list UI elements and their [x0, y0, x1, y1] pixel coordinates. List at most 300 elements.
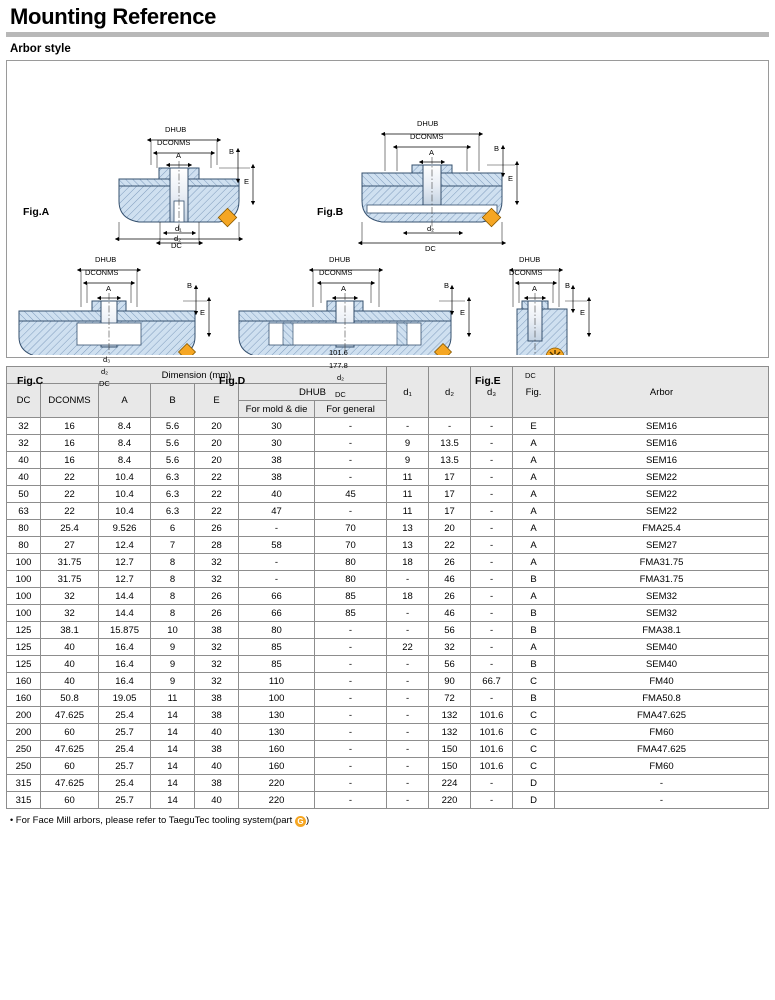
- cell-dc: 32: [7, 418, 41, 435]
- cell-fig: A: [513, 554, 555, 571]
- cell-dhub-general: -: [315, 469, 387, 486]
- cell-fig: D: [513, 775, 555, 792]
- cell-b: 6.3: [151, 469, 195, 486]
- cell-b: 14: [151, 792, 195, 809]
- cell-dc: 100: [7, 605, 41, 622]
- cell-d1: -: [387, 571, 429, 588]
- cell-d2: 72: [429, 690, 471, 707]
- cell-dc: 125: [7, 622, 41, 639]
- cell-dhub-general: 80: [315, 571, 387, 588]
- cell-d2: 20: [429, 520, 471, 537]
- cell-b: 11: [151, 690, 195, 707]
- cell-dc: 315: [7, 792, 41, 809]
- cell-fig: B: [513, 571, 555, 588]
- cell-dhub-general: -: [315, 707, 387, 724]
- cell-fig: A: [513, 639, 555, 656]
- cell-a: 25.4: [99, 707, 151, 724]
- cell-e: 20: [195, 435, 239, 452]
- cell-dc: 250: [7, 758, 41, 775]
- cell-dhub-general: -: [315, 724, 387, 741]
- cell-e: 20: [195, 418, 239, 435]
- cell-dc: 125: [7, 656, 41, 673]
- cell-d1: 18: [387, 554, 429, 571]
- cell-a: 16.4: [99, 656, 151, 673]
- cell-dhub-mold: 110: [239, 673, 315, 690]
- cell-b: 5.6: [151, 452, 195, 469]
- cell-dconms: 22: [41, 486, 99, 503]
- cell-dc: 50: [7, 486, 41, 503]
- cell-d1: -: [387, 792, 429, 809]
- table-row: [7, 537, 769, 554]
- cell-dhub-mold: 85: [239, 656, 315, 673]
- cell-fig: B: [513, 622, 555, 639]
- figure-label-e: Fig.E: [475, 375, 501, 387]
- cell-arbor: FM60: [555, 724, 769, 741]
- cell-d2: 220: [429, 792, 471, 809]
- header-d2: d₂: [429, 367, 471, 418]
- cell-d2: 46: [429, 571, 471, 588]
- cell-dhub-general: -: [315, 792, 387, 809]
- cell-dhub-general: -: [315, 503, 387, 520]
- cell-d2: 32: [429, 639, 471, 656]
- cell-d1: -: [387, 673, 429, 690]
- cell-arbor: SEM27: [555, 537, 769, 554]
- cell-a: 12.7: [99, 571, 151, 588]
- cell-e: 38: [195, 622, 239, 639]
- cell-dhub-mold: 38: [239, 469, 315, 486]
- cell-dconms: 22: [41, 503, 99, 520]
- cell-fig: E: [513, 418, 555, 435]
- cell-d1: -: [387, 690, 429, 707]
- header-dconms: DCONMS: [41, 384, 99, 418]
- cell-dc: 125: [7, 639, 41, 656]
- cell-d3: -: [471, 571, 513, 588]
- cell-dhub-general: -: [315, 639, 387, 656]
- cell-dconms: 16: [41, 435, 99, 452]
- arbor-figures-svg: [7, 61, 768, 355]
- cell-d3: -: [471, 537, 513, 554]
- cell-e: 40: [195, 724, 239, 741]
- cell-dhub-mold: 130: [239, 707, 315, 724]
- cell-d1: -: [387, 775, 429, 792]
- cell-arbor: FMA31.75: [555, 571, 769, 588]
- cell-e: 38: [195, 741, 239, 758]
- fig-a-d2-label: d₂: [174, 234, 182, 243]
- cell-a: 16.4: [99, 673, 151, 690]
- cell-e: 22: [195, 486, 239, 503]
- cell-dhub-mold: 85: [239, 639, 315, 656]
- table-head: [7, 367, 769, 418]
- cell-dc: 200: [7, 707, 41, 724]
- cell-dhub-mold: 80: [239, 622, 315, 639]
- cell-fig: A: [513, 486, 555, 503]
- cell-b: 8: [151, 588, 195, 605]
- cell-dhub-general: -: [315, 673, 387, 690]
- cell-dconms: 38.1: [41, 622, 99, 639]
- cell-dconms: 60: [41, 792, 99, 809]
- cell-fig: C: [513, 707, 555, 724]
- cell-d1: 13: [387, 520, 429, 537]
- cell-a: 14.4: [99, 588, 151, 605]
- cell-dc: 100: [7, 588, 41, 605]
- cell-dhub-general: 70: [315, 537, 387, 554]
- cell-d1: 9: [387, 435, 429, 452]
- cell-d2: 13.5: [429, 435, 471, 452]
- cell-fig: A: [513, 469, 555, 486]
- fig-d-101-label: 101.6: [329, 348, 348, 357]
- cell-dhub-general: 45: [315, 486, 387, 503]
- cell-e: 22: [195, 469, 239, 486]
- cell-dhub-general: 80: [315, 554, 387, 571]
- cell-dhub-general: -: [315, 622, 387, 639]
- cell-e: 38: [195, 707, 239, 724]
- cell-fig: A: [513, 435, 555, 452]
- figure-label-b: Fig.B: [317, 206, 344, 218]
- cell-b: 14: [151, 758, 195, 775]
- cell-dhub-mold: 47: [239, 503, 315, 520]
- cell-a: 12.4: [99, 537, 151, 554]
- fig-d-d2-label: d₂: [337, 373, 345, 382]
- cell-d3: -: [471, 639, 513, 656]
- cell-e: 32: [195, 554, 239, 571]
- cell-dhub-general: 70: [315, 520, 387, 537]
- cell-d2: 56: [429, 656, 471, 673]
- cell-dhub-general: -: [315, 690, 387, 707]
- cell-e: 22: [195, 503, 239, 520]
- cell-arbor: -: [555, 775, 769, 792]
- cell-e: 26: [195, 605, 239, 622]
- fig-a-dc-label: DC: [171, 241, 182, 250]
- cell-d3: -: [471, 452, 513, 469]
- part-g-badge: G: [295, 816, 306, 827]
- cell-dhub-mold: -: [239, 571, 315, 588]
- cell-dconms: 31.75: [41, 554, 99, 571]
- cell-fig: A: [513, 537, 555, 554]
- footnote-text-before: For Face Mill arbors, please refer to TaeguTec tooling system(part: [13, 815, 295, 826]
- cell-b: 9: [151, 673, 195, 690]
- cell-dconms: 31.75: [41, 571, 99, 588]
- cell-b: 9: [151, 639, 195, 656]
- cell-arbor: SEM16: [555, 418, 769, 435]
- cell-a: 8.4: [99, 452, 151, 469]
- cell-a: 8.4: [99, 418, 151, 435]
- cell-dc: 80: [7, 537, 41, 554]
- footnote-text-after: ): [305, 815, 310, 826]
- table-row: [7, 792, 769, 809]
- cell-a: 15.875: [99, 622, 151, 639]
- table-row: [7, 639, 769, 656]
- cell-e: 32: [195, 571, 239, 588]
- fig-c-dc-label: DC: [99, 379, 110, 388]
- cell-dhub-general: -: [315, 775, 387, 792]
- cell-arbor: SEM40: [555, 639, 769, 656]
- cell-d3: -: [471, 503, 513, 520]
- cell-dhub-general: -: [315, 758, 387, 775]
- cell-d3: -: [471, 656, 513, 673]
- cell-d1: -: [387, 656, 429, 673]
- cell-dc: 63: [7, 503, 41, 520]
- cell-d3: -: [471, 605, 513, 622]
- cell-arbor: SEM16: [555, 435, 769, 452]
- cell-dc: 315: [7, 775, 41, 792]
- cell-b: 8: [151, 605, 195, 622]
- cell-dhub-mold: -: [239, 554, 315, 571]
- header-for-general: For general: [315, 401, 387, 418]
- table-row: [7, 690, 769, 707]
- cell-d2: 132: [429, 724, 471, 741]
- cell-b: 14: [151, 775, 195, 792]
- cell-arbor: FMA47.625: [555, 741, 769, 758]
- cell-d3: -: [471, 690, 513, 707]
- fig-e-dc-label: DC: [525, 371, 536, 380]
- cell-arbor: SEM22: [555, 503, 769, 520]
- fig-c-b-label: B: [187, 281, 193, 290]
- cell-fig: B: [513, 605, 555, 622]
- cell-arbor: SEM22: [555, 469, 769, 486]
- fig-d-dc-label: DC: [335, 390, 346, 399]
- cell-d2: 26: [429, 588, 471, 605]
- cell-d2: 224: [429, 775, 471, 792]
- fig-b-b-label: B: [494, 144, 500, 153]
- fig-c-d3-label: d₃: [103, 355, 111, 364]
- table-row: [7, 724, 769, 741]
- cell-arbor: SEM40: [555, 656, 769, 673]
- cell-a: 25.4: [99, 775, 151, 792]
- cell-d2: 17: [429, 503, 471, 520]
- header-d3: d₃: [471, 367, 513, 418]
- header-dhub: DHUB: [239, 384, 387, 401]
- table-row: [7, 435, 769, 452]
- cell-d2: -: [429, 418, 471, 435]
- table-row: [7, 673, 769, 690]
- cell-b: 14: [151, 724, 195, 741]
- cell-d2: 56: [429, 622, 471, 639]
- cell-fig: B: [513, 656, 555, 673]
- fig-a-b-label: B: [229, 147, 235, 156]
- dimension-table: [6, 366, 769, 809]
- page-subtitle: Arbor style: [10, 43, 71, 55]
- cell-a: 25.7: [99, 724, 151, 741]
- title-divider: [6, 32, 769, 37]
- cell-dc: 160: [7, 690, 41, 707]
- fig-d-177-label: 177.8: [329, 361, 348, 370]
- cell-fig: B: [513, 690, 555, 707]
- cell-dconms: 40: [41, 656, 99, 673]
- cell-b: 14: [151, 707, 195, 724]
- fig-c-dconms-label: DCONMS: [85, 268, 119, 277]
- table-row: [7, 469, 769, 486]
- fig-d-a-label: A: [341, 284, 347, 293]
- fig-c-a-label: A: [106, 284, 112, 293]
- cell-dc: 100: [7, 554, 41, 571]
- cell-fig: C: [513, 758, 555, 775]
- table-row: [7, 418, 769, 435]
- cell-a: 10.4: [99, 486, 151, 503]
- cell-d3: -: [471, 486, 513, 503]
- fig-c-d2-label: d₂: [101, 367, 109, 376]
- cell-d2: 90: [429, 673, 471, 690]
- fig-b-dc-label: DC: [425, 244, 436, 253]
- fig-e-e-label: E: [580, 308, 586, 317]
- header-dimension-mm: Dimension (mm): [7, 367, 387, 384]
- cell-d1: -: [387, 758, 429, 775]
- cell-dc: 200: [7, 724, 41, 741]
- header-d1: d₁: [387, 367, 429, 418]
- figure-label-d: Fig.D: [219, 375, 246, 387]
- cell-e: 32: [195, 656, 239, 673]
- cell-arbor: SEM22: [555, 486, 769, 503]
- cell-dhub-mold: 160: [239, 741, 315, 758]
- fig-e-dconms-label: DCONMS: [509, 268, 543, 277]
- fig-d-e-label: E: [460, 308, 466, 317]
- cell-dc: 40: [7, 469, 41, 486]
- cell-arbor: FMA31.75: [555, 554, 769, 571]
- cell-dconms: 47.625: [41, 741, 99, 758]
- cell-dhub-mold: 58: [239, 537, 315, 554]
- cell-d1: -: [387, 741, 429, 758]
- cell-d3: 66.7: [471, 673, 513, 690]
- cell-e: 40: [195, 792, 239, 809]
- cell-d2: 150: [429, 741, 471, 758]
- cell-a: 14.4: [99, 605, 151, 622]
- cell-d1: -: [387, 622, 429, 639]
- table-row: [7, 554, 769, 571]
- cell-d1: -: [387, 707, 429, 724]
- cell-dhub-mold: 40: [239, 486, 315, 503]
- cell-d2: 26: [429, 554, 471, 571]
- cell-dhub-mold: -: [239, 520, 315, 537]
- cell-dconms: 40: [41, 673, 99, 690]
- cell-e: 20: [195, 452, 239, 469]
- cell-d3: -: [471, 588, 513, 605]
- cell-d1: -: [387, 418, 429, 435]
- table-row: [7, 622, 769, 639]
- cell-dc: 100: [7, 571, 41, 588]
- cell-dconms: 50.8: [41, 690, 99, 707]
- table-row: [7, 520, 769, 537]
- cell-arbor: FM40: [555, 673, 769, 690]
- cell-arbor: FMA47.625: [555, 707, 769, 724]
- cell-dhub-mold: 30: [239, 418, 315, 435]
- cell-d1: 11: [387, 503, 429, 520]
- cell-dhub-general: 85: [315, 605, 387, 622]
- cell-fig: C: [513, 724, 555, 741]
- cell-b: 6.3: [151, 503, 195, 520]
- cell-d3: 101.6: [471, 758, 513, 775]
- cell-e: 26: [195, 588, 239, 605]
- cell-e: 32: [195, 673, 239, 690]
- cell-arbor: SEM32: [555, 605, 769, 622]
- fig-e-a-label: A: [532, 284, 538, 293]
- cell-a: 25.7: [99, 792, 151, 809]
- figure-d: [239, 270, 469, 355]
- cell-arbor: SEM16: [555, 452, 769, 469]
- cell-arbor: FM60: [555, 758, 769, 775]
- cell-e: 38: [195, 775, 239, 792]
- cell-d3: -: [471, 435, 513, 452]
- table-row: [7, 452, 769, 469]
- cell-a: 8.4: [99, 435, 151, 452]
- cell-d1: 13: [387, 537, 429, 554]
- cell-dconms: 60: [41, 758, 99, 775]
- cell-a: 25.7: [99, 758, 151, 775]
- fig-d-dconms-label: DCONMS: [319, 268, 353, 277]
- table-row: [7, 486, 769, 503]
- cell-d1: -: [387, 605, 429, 622]
- cell-a: 10.4: [99, 469, 151, 486]
- cell-arbor: FMA38.1: [555, 622, 769, 639]
- cell-d1: 22: [387, 639, 429, 656]
- header-a: A: [99, 384, 151, 418]
- cell-dconms: 32: [41, 588, 99, 605]
- cell-d2: 46: [429, 605, 471, 622]
- cell-dconms: 27: [41, 537, 99, 554]
- cell-d3: -: [471, 775, 513, 792]
- cell-b: 8: [151, 571, 195, 588]
- cell-dhub-general: -: [315, 435, 387, 452]
- table-group-header-row: [7, 367, 769, 384]
- cell-b: 7: [151, 537, 195, 554]
- cell-dhub-mold: 66: [239, 605, 315, 622]
- fig-a-dconms-label: DCONMS: [157, 138, 191, 147]
- cell-d2: 150: [429, 758, 471, 775]
- cell-dhub-general: -: [315, 418, 387, 435]
- figure-e: [513, 270, 589, 355]
- cell-e: 26: [195, 520, 239, 537]
- figure-label-a: Fig.A: [23, 206, 50, 218]
- cell-d3: -: [471, 554, 513, 571]
- cell-b: 5.6: [151, 435, 195, 452]
- cell-d3: -: [471, 469, 513, 486]
- footnote: [6, 815, 769, 827]
- fig-d-b-label: B: [444, 281, 450, 290]
- cell-dc: 40: [7, 452, 41, 469]
- cell-dconms: 16: [41, 452, 99, 469]
- fig-c-dhub-label: DHUB: [95, 255, 117, 264]
- cell-d2: 17: [429, 486, 471, 503]
- fig-a-d1-label: d₁: [175, 224, 182, 233]
- cell-dhub-mold: 130: [239, 724, 315, 741]
- cell-fig: D: [513, 792, 555, 809]
- cell-dhub-mold: 220: [239, 775, 315, 792]
- header-arbor: Arbor: [555, 367, 769, 418]
- cell-d3: 101.6: [471, 741, 513, 758]
- fig-a-e-label: E: [244, 177, 250, 186]
- fig-b-dhub-label: DHUB: [417, 119, 439, 128]
- cell-dconms: 16: [41, 418, 99, 435]
- header-for-mold-die: For mold & die: [239, 401, 315, 418]
- cell-d1: -: [387, 724, 429, 741]
- table-body: [7, 418, 769, 809]
- cell-b: 8: [151, 554, 195, 571]
- figure-label-c: Fig.C: [17, 375, 44, 387]
- cell-dconms: 47.625: [41, 707, 99, 724]
- cell-a: 25.4: [99, 741, 151, 758]
- header-b: B: [151, 384, 195, 418]
- fig-e-dhub-label: DHUB: [519, 255, 541, 264]
- cell-d2: 17: [429, 469, 471, 486]
- cell-dhub-mold: 220: [239, 792, 315, 809]
- cell-dconms: 40: [41, 639, 99, 656]
- cell-d1: 11: [387, 469, 429, 486]
- cell-d3: 101.6: [471, 724, 513, 741]
- cell-dhub-mold: 160: [239, 758, 315, 775]
- cell-a: 16.4: [99, 639, 151, 656]
- table-row: [7, 758, 769, 775]
- cell-fig: C: [513, 673, 555, 690]
- fig-b-e-label: E: [508, 174, 514, 183]
- cell-dc: 160: [7, 673, 41, 690]
